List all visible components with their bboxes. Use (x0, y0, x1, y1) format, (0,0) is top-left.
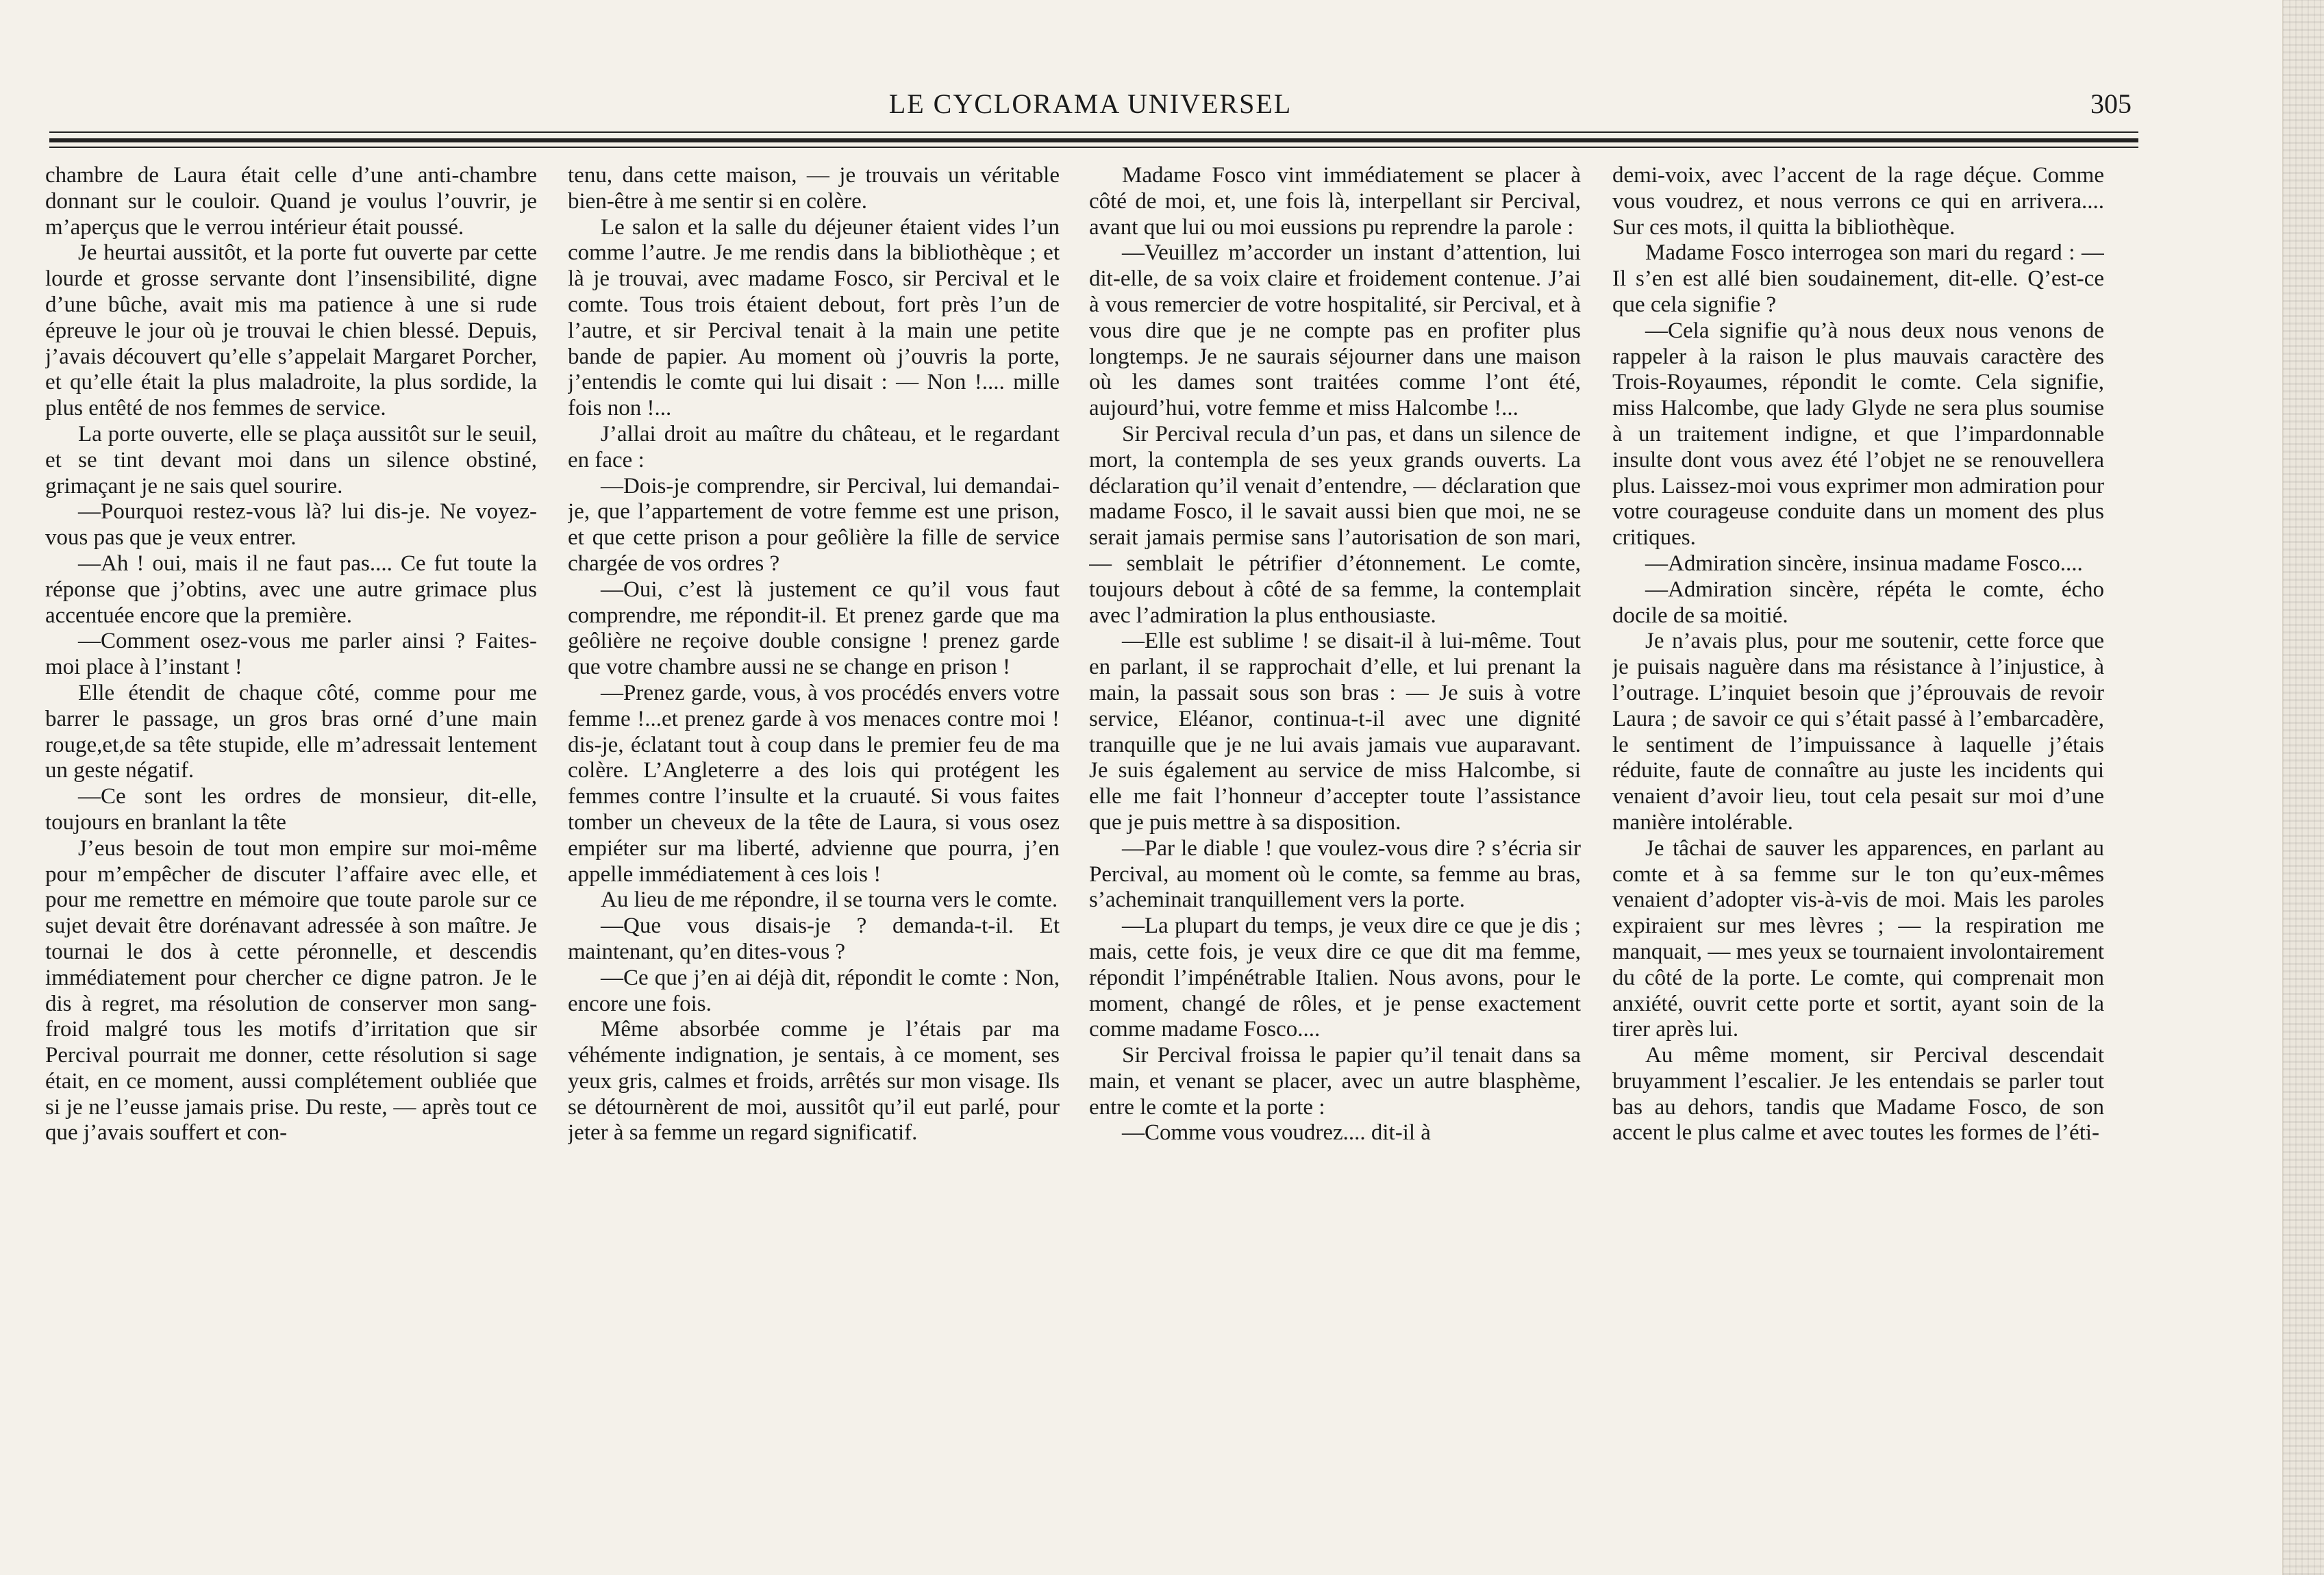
paragraph: —Elle est sublime ! se disait-il à lui-même. Tout en parlant, il se rapprochait d’elle, et lui prenant la main, la passait sous son bras : — Je suis à votre service, Eléanor, continua-t-il avec une dignité tranquille que je ne lui avais jamais vue auparavant. Je suis également au service de miss Halcombe, si elle me fait l’honneur d’accepter toute l’assistance que je puis mettre à sa disposition. (1089, 629, 1581, 835)
paragraph: —Dois-je comprendre, sir Percival, lui demandai-je, que l’appartement de votre femme est une prison, et que cette prison a pour geôlière la fille de service chargée de vos ordres ? (568, 473, 1060, 576)
paragraph: Même absorbée comme je l’étais par ma véhémente indignation, je sentais, à ce moment, ses yeux gris, calmes et froids, arrêtés sur mon visage. Ils se détournèrent de moi, aussitôt qu’il eut parlé, pour jeter à sa femme un regard significatif. (568, 1017, 1060, 1146)
running-title: LE CYCLORAMA UNIVERSEL (888, 88, 1292, 119)
paragraph: —Oui, c’est là justement ce qu’il vous faut comprendre, me répondit-il. Et prenez garde que ma geôlière ne reçoive double consigne ! prenez garde que votre chambre aussi ne se change en prison ! (568, 577, 1060, 680)
paragraph: —Ah ! oui, mais il ne faut pas.... Ce fut toute la réponse que j’obtins, avec une autre grimace plus accentuée encore que la première. (45, 551, 537, 628)
paragraph: —La plupart du temps, je veux dire ce que je dis ; mais, cette fois, je veux dire ce que dit ma femme, répondit l’impénétrable Italien. Nous avons, pour le moment, changé de rôles, et je pense exactement comme madame Fosco.... (1089, 914, 1581, 1042)
paragraph: —Comme vous voudrez.... dit-il à (1122, 1120, 1431, 1146)
paragraph: —Admiration sincère, répéta le comte, écho docile de sa moitié. (1612, 577, 2104, 628)
paragraph: —Ce que j’en ai déjà dit, répondit le comte : Non, encore une fois. (568, 965, 1060, 1016)
paragraph: tenu, dans cette maison, — je trouvais un véritable bien-être à me sentir si en colère. (568, 163, 1060, 214)
text-column-2 (568, 163, 1060, 1553)
header-rule-thick (49, 138, 2138, 142)
text-column-4 (1612, 163, 2104, 1553)
header-rule-bottom (49, 147, 2138, 148)
paragraph: La porte ouverte, elle se plaça aussitôt sur le seuil, et se tint devant moi dans un silence obstiné, grimaçant je ne sais quel sourire. (45, 421, 537, 499)
paragraph: Je n’avais plus, pour me soutenir, cette force que je puisais naguère dans ma résistance à l’injustice, à l’outrage. L’inquiet besoin que j’éprouvais de revoir Laura ; de savoir ce qui s’était passé à l’embarcadère, le sentiment de l’impuissance à laquelle j’étais réduite, faute de connaître au juste les incidents qui venaient d’avoir lieu, tout cela pesait sur moi d’une manière intolérable. (1612, 629, 2104, 835)
paragraph: Elle étendit de chaque côté, comme pour me barrer le passage, un gros bras orné d’une main rouge,et,de sa tête stupide, elle m’adressait lentement un geste négatif. (45, 680, 537, 783)
paragraph: chambre de Laura était celle d’une anti-chambre donnant sur le couloir. Quand je voulus l’ouvrir, je m’aperçus que le verrou intérieur était poussé. (45, 163, 537, 240)
paragraph: —Comment osez-vous me parler ainsi ? Faites-moi place à l’instant ! (45, 629, 537, 680)
page-number: 305 (2090, 88, 2132, 119)
paragraph: J’allai droit au maître du château, et le regardant en face : (568, 421, 1060, 473)
paragraph: Je heurtai aussitôt, et la porte fut ouverte par cette lourde et grosse servante dont l’insensibilité, digne d’une bûche, avait mis ma patience à une si rude épreuve le jour où je trouvai le chien blessé. Depuis, j’avais découvert qu’elle s’appelait Margaret Porcher, et qu’elle était la plus maladroite, la plus sordide, la plus entêté de nos femmes de service. (45, 240, 537, 421)
text-column-1 (45, 163, 537, 1553)
paragraph: J’eus besoin de tout mon empire sur moi-même pour m’empêcher de discuter l’affaire avec elle, et pour me remettre en mémoire que toute parole sur ce sujet devait être dorénavant adressée à son maître. Je tournai le dos à cette péronnelle, et descendis immédiatement pour chercher ce digne patron. Je le dis à regret, ma résolution de conserver mon sang-froid malgré tous les motifs d’irritation que sir Percival pourrait me donner, cette résolution si sage était, en ce moment, aussi complétement oubliée que si je ne l’eusse jamais prise. Du reste, — après tout ce que j’avais souffert et con- (45, 835, 537, 1146)
paragraph: Au même moment, sir Percival descendait bruyamment l’escalier. Je les entendais se parler tout bas au dehors, tandis que Madame Fosco, de son accent le plus calme et avec toutes les formes de l’éti- (1612, 1043, 2104, 1146)
paragraph: —Admiration sincère, insinua madame Fosco.... (1645, 551, 2083, 576)
paragraph: Au lieu de me répondre, il se tourna vers le comte. (601, 887, 1058, 913)
paragraph: —Que vous disais-je ? demanda-t-il. Et maintenant, qu’en dites-vous ? (568, 914, 1060, 964)
paragraph: —Par le diable ! que voulez-vous dire ? s’écria sir Percival, au moment où le comte, sa femme au bras, s’acheminait tranquillement vers la porte. (1089, 835, 1581, 913)
paragraph: Le salon et la salle du déjeuner étaient vides l’un comme l’autre. Je me rendis dans la bibliothèque ; et là je trouvai, avec madame Fosco, sir Percival et le comte. Tous trois étaient debout, fort près l’un de l’autre, et sir Percival tenait à la main une petite bande de papier. Au moment où j’ouvris la porte, j’entendis le comte qui lui disait : — Non !.... mille fois non !... (568, 214, 1060, 421)
header-rule-top (49, 131, 2138, 133)
paragraph: Madame Fosco interrogea son mari du regard : — Il s’en est allé bien soudainement, dit-elle. Q’est-ce que cela signifie ? (1612, 240, 2104, 317)
paragraph: —Prenez garde, vous, à vos procédés envers votre femme !...et prenez garde à vos menaces contre moi ! dis-je, éclatant tout à coup dans le premier feu de ma colère. L’Angleterre a des lois qui protégent les femmes contre l’insulte et la cruauté. Si vous faites tomber un cheveux de la tête de Laura, si vous osez empiéter sur ma liberté, advienne que pourra, j’en appelle immédiatement à ces lois ! (568, 680, 1060, 887)
paragraph: Sir Percival froissa le papier qu’il tenait dans sa main, et venant se placer, avec un autre blasphème, entre le comte et la porte : (1089, 1043, 1581, 1120)
paragraph: —Cela signifie qu’à nous deux nous venons de rappeler à la raison le plus mauvais caractère des Trois-Royaumes, répondit le comte. Cela signifie, miss Halcombe, que lady Glyde ne sera plus soumise à un traitement indigne, et que l’impardonnable insulte dont vous avez été l’objet ne se renouvellera plus. Laissez-moi vous exprimer mon admiration pour votre courageuse conduite dans un moment des plus critiques. (1612, 318, 2104, 551)
paragraph: —Veuillez m’accorder un instant d’attention, lui dit-elle, de sa voix claire et froidement contenue. J’ai à vous remercier de votre hospitalité, sir Percival, et à vous dire que je ne compte pas en profiter plus longtemps. Je ne saurais séjourner dans une maison où les dames sont traitées comme l’ont été, aujourd’hui, votre femme et miss Halcombe !... (1089, 240, 1581, 421)
page-edge-strip (2282, 0, 2324, 1575)
paragraph: Sir Percival recula d’un pas, et dans un silence de mort, la contempla de ses yeux grands ouverts. La déclaration qu’il venait d’entendre, — déclaration que madame Fosco, il le savait aussi bien que moi, ne se serait jamais permise sans l’autorisation de son mari, — semblait le pétrifier d’étonnement. Le comte, toujours debout à côté de sa femme, la contemplait avec l’admiration la plus enthousiaste. (1089, 421, 1581, 628)
paragraph: —Pourquoi restez-vous là? lui dis-je. Ne voyez-vous pas que je veux entrer. (45, 499, 537, 551)
page-header (42, 88, 2138, 129)
paragraph: —Ce sont les ordres de monsieur, dit-elle, toujours en branlant la tête (45, 784, 537, 835)
paragraph: demi-voix, avec l’accent de la rage déçue. Comme vous voudrez, et nous verrons ce qui en arrivera.... Sur ces mots, il quitta la bibliothèque. (1612, 163, 2104, 240)
paragraph: Madame Fosco vint immédiatement se placer à côté de moi, et, une fois là, interpellant sir Percival, avant que lui ou moi eussions pu reprendre la parole : (1089, 163, 1581, 240)
paragraph: Je tâchai de sauver les apparences, en parlant au comte et à sa femme sur le ton qu’eux-mêmes venaient d’adopter vis-à-vis de moi. Mais les paroles expiraient sur mes lèvres ; — la respiration me manquait, — mes yeux se tournaient involontairement du côté de la porte. Le comte, qui comprenait mon anxiété, ouvrit cette porte et sortit, ayant soin de la tirer après lui. (1612, 835, 2104, 1042)
text-column-3 (1089, 163, 1581, 1553)
